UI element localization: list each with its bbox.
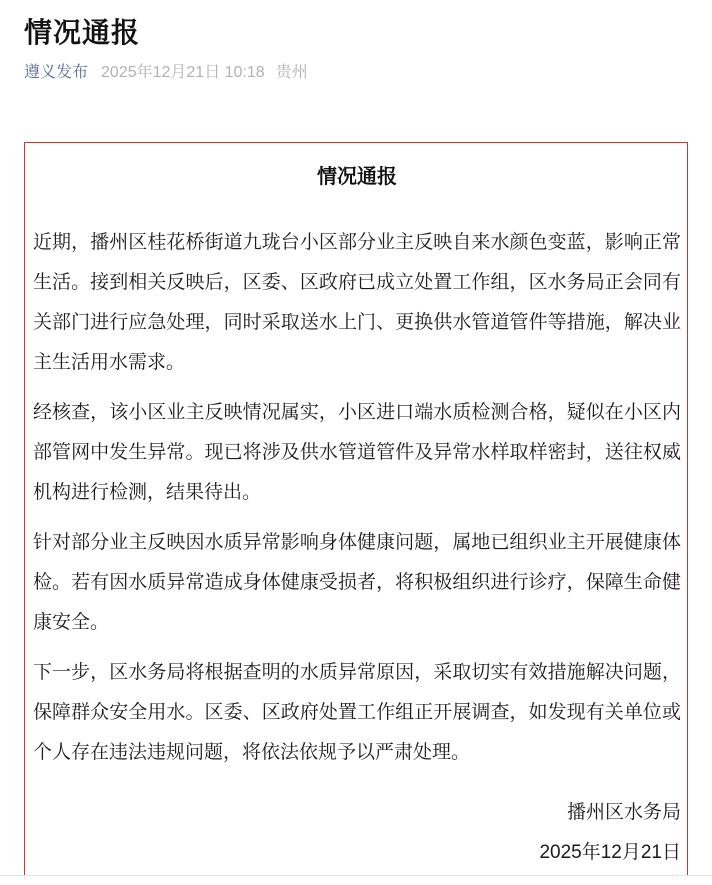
notice-paragraph-4: 下一步，区水务局将根据查明的水质异常原因，采取切实有效措施解决问题，保障群众安全用水。区委、区政府处置工作组正开展调查，如发现有关单位或个人存在违法违规问题，将依法依规予以严肃处理。 [33, 662, 681, 763]
page-title: 情况通报 [24, 17, 141, 48]
bottom-separator [0, 875, 712, 876]
signature-org: 播州区水务局 [566, 802, 681, 823]
publish-datetime: 2025年12月21日 10:18 [101, 64, 265, 81]
signature-date: 2025年12月21日 [539, 842, 681, 863]
publisher-link[interactable]: 遵义发布 [24, 64, 89, 81]
byline [24, 62, 688, 84]
notice-title: 情况通报 [317, 166, 397, 188]
notice-box [24, 142, 688, 876]
article-page [0, 18, 712, 84]
notice-paragraph-1: 近期，播州区桂花桥街道九珑台小区部分业主反映自来水颜色变蓝，影响正常生活。接到相关反映后，区委、区政府已成立处置工作组，区水务局正会同有关部门进行应急处理，同时采取送水上门、更换供水管道管件等措施，解决业主生活用水需求。 [33, 232, 681, 373]
notice-paragraph-2: 经核查，该小区业主反映情况属实，小区进口端水质检测合格，疑似在小区内部管网中发生异常。现已将涉及供水管道管件及异常水样取样密封，送往权威机构进行检测，结果待出。 [33, 402, 681, 503]
notice-paragraph-3: 针对部分业主反映因水质异常影响身体健康问题，属地已组织业主开展健康体检。若有因水质异常造成身体健康受损者，将积极组织进行诊疗，保障生命健康安全。 [33, 532, 681, 633]
notice-signature [33, 793, 681, 873]
publish-region: 贵州 [275, 64, 308, 81]
